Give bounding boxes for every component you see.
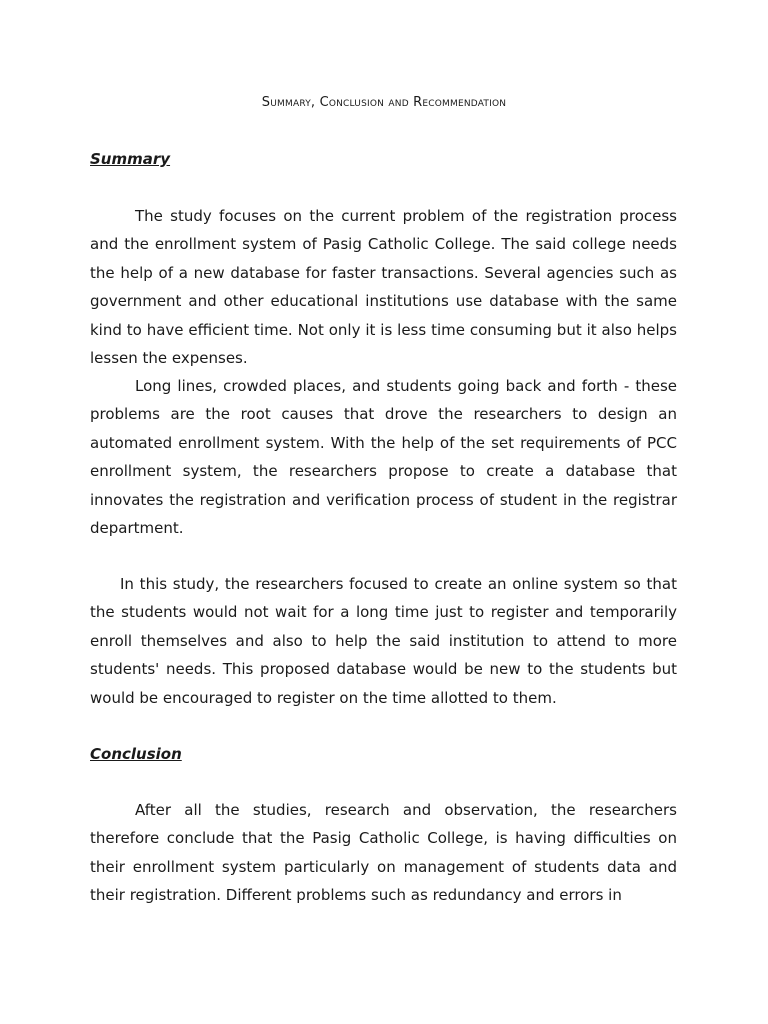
- summary-heading: Summary: [90, 150, 171, 168]
- conclusion-heading: Conclusion: [90, 745, 182, 763]
- summary-paragraph-1: The study focuses on the current problem of the registration process and the enrollment system of Pasig Catholic College. The said college needs the help of a new database for faster transactions. Several agencies such as government and other educational institutions use database with the same kind to have efficient time. Not only it is less time consuming but it also helps lessen the expenses.: [90, 207, 677, 368]
- page-title: Summary, Conclusion and Recommendation: [261, 95, 507, 110]
- summary-paragraph-2: Long lines, crowded places, and students going back and forth - these problems are the root causes that drove the researchers to design an automated enrollment system. With the help of the set requirements of PCC enrollment system, the researchers propose to create a database that innovates the registration and verification process of student in the registrar department.: [90, 377, 677, 538]
- conclusion-paragraph-1: After all the studies, research and observation, the researchers therefore conclude that the Pasig Catholic College, is having difficulties on their enrollment system particularly on management of students data and their registration. Different problems such as redundancy and errors in: [90, 801, 677, 905]
- summary-paragraph-3: In this study, the researchers focused to create an online system so that the students would not wait for a long time just to register and temporarily enroll themselves and also to help the said institution to attend to more students' needs. This proposed database would be new to the students but would be encouraged to register on the time allotted to them.: [90, 575, 677, 707]
